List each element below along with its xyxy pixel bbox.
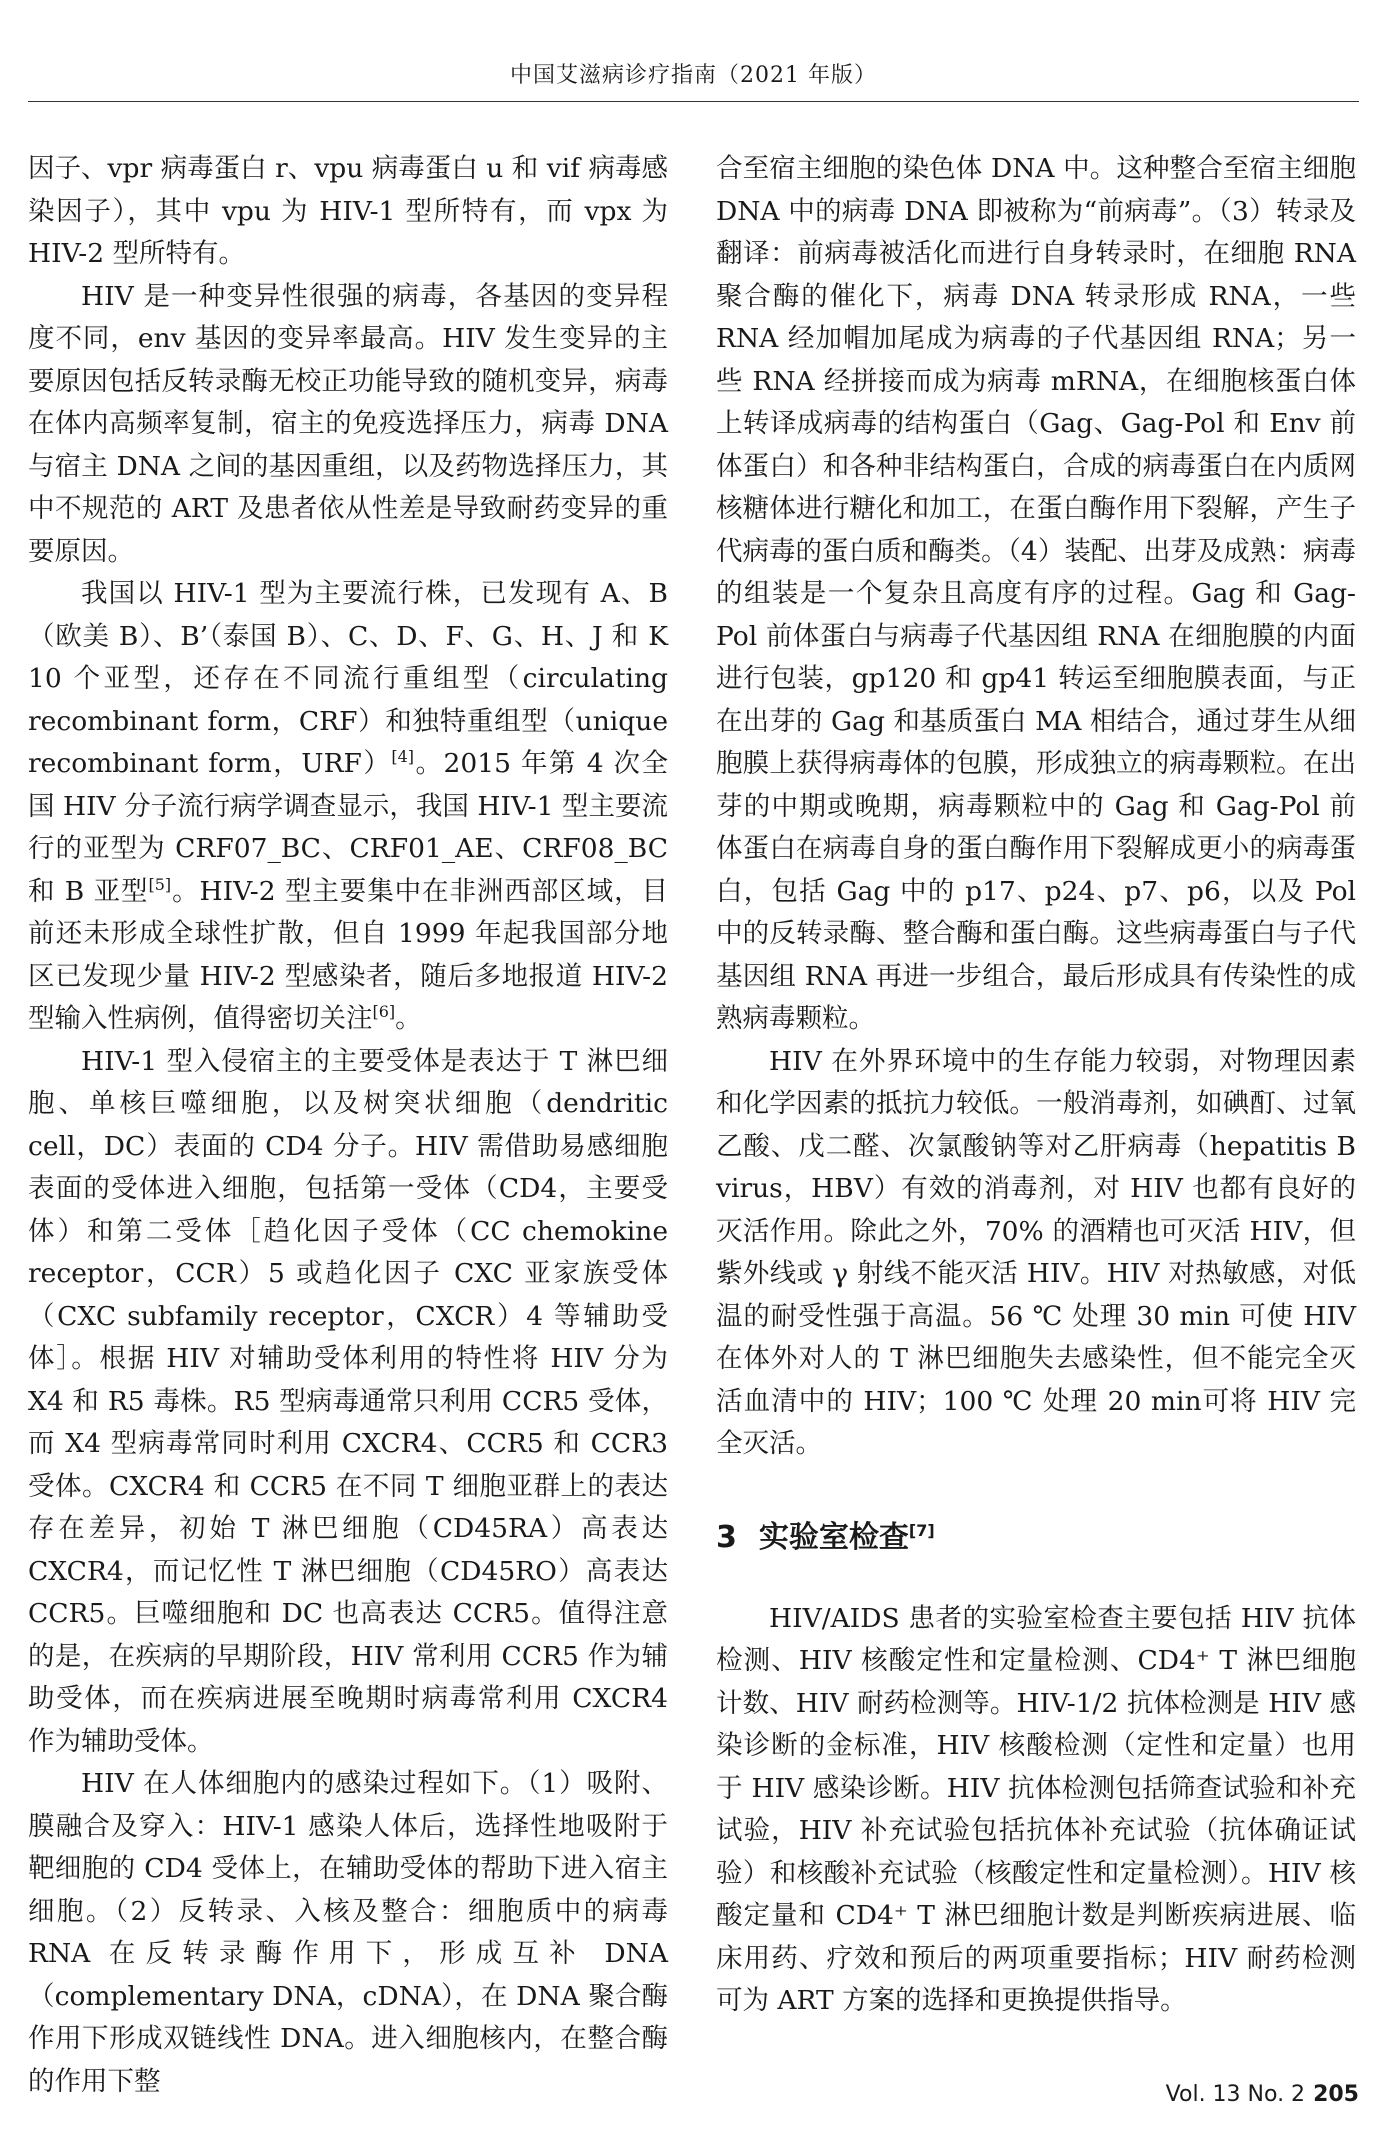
page-number: 205	[1313, 2082, 1359, 2107]
left-column	[28, 148, 668, 2103]
paragraph-accessory-genes: 因子、vpr 病毒蛋白 r、vpu 病毒蛋白 u 和 vif 病毒感染因子），其中 vpu 为 HIV-1 型所特有，而 vpx 为 HIV-2 型所特有。	[28, 153, 668, 269]
citation-7[interactable]: [7]	[908, 1520, 935, 1540]
header-divider	[28, 101, 1359, 102]
paragraph-environment-resistance: HIV 在外界环境中的生存能力较弱，对物理因素和化学因素的抵抗力较低。一般消毒剂，如碘酊、过氧乙酸、戊二醛、次氯酸钠等对乙肝病毒（hepatitis B virus，HBV）有效的消毒剂，对 HIV 也都有良好的灭活作用。除此之外，70% 的酒精也可灭活 HIV，但紫外线或 γ 射线不能灭活 HIV。HIV 对热敏感，对低温的耐受性强于高温。56 ℃ 处理 30 min 可使 HIV 在体外对人的 T 淋巴细胞失去感染性，但不能完全灭活血清中的 HIV；100 ℃ 处理 20 min可将 HIV 完全灭活。	[716, 1045, 1356, 1459]
subtypes-text-d: 。	[395, 1003, 422, 1034]
subtypes-text-a: 我国以 HIV-1 型为主要流行株，已发现有 A、B（欧美 B）、B’（泰国 B）、C、D、F、G、H、J 和 K 10 个亚型，还存在不同流行重组型（circulating recombinant form，CRF）和独特重组型（unique recombinant form，URF）	[28, 578, 668, 779]
paragraph-infection-process-cont: 合至宿主细胞的染色体 DNA 中。这种整合至宿主细胞 DNA 中的病毒 DNA 即被称为“前病毒”。（3）转录及翻译：前病毒被活化而进行自身转录时，在细胞 RNA 聚合酶的催化下，病毒 DNA 转录形成 RNA，一些 RNA 经加帽加尾成为病毒的子代基因组 RNA；另一些 RNA 经拼接而成为病毒 mRNA，在细胞核蛋白体上转译成病毒的结构蛋白（Gag、Gag-Pol 和 Env 前体蛋白）和各种非结构蛋白，合成的病毒蛋白在内质网核糖体进行糖化和加工，在蛋白酶作用下裂解，产生子代病毒的蛋白质和酶类。（4）装配、出芽及成熟：病毒的组装是一个复杂且高度有序的过程。Gag 和 Gag-Pol 前体蛋白与病毒子代基因组 RNA 在细胞膜的内面进行包装，gp120 和 gp41 转运至细胞膜表面，与正在出芽的 Gag 和基质蛋白 MA 相结合，通过芽生从细胞膜上获得病毒体的包膜，形成独立的病毒颗粒。在出芽的中期或晚期，病毒颗粒中的 Gag 和 Gag-Pol 前体蛋白在病毒自身的蛋白酶作用下裂解成更小的病毒蛋白，包括 Gag 中的 p17、p24、p7、p6，以及 Pol 中的反转录酶、整合酶和蛋白酶。这些病毒蛋白与子代基因组 RNA 再进一步组合，最后形成具有传染性的成熟病毒颗粒。	[716, 153, 1356, 1034]
paragraph-lab-tests: HIV/AIDS 患者的实验室检查主要包括 HIV 抗体检测、HIV 核酸定性和定量检测、CD4⁺ T 淋巴细胞计数、HIV 耐药检测等。HIV-1/2 抗体检测是 HIV 感染诊断的金标准，HIV 核酸检测（定性和定量）也用于 HIV 感染诊断。HIV 抗体检测包括筛查试验和补充试验，HIV 补充试验包括抗体补充试验（抗体确证试验）和核酸补充试验（核酸定性和定量检测）。HIV 核酸定量和 CD4⁺ T 淋巴细胞计数是判断疾病进展、临床用药、疗效和预后的两项重要指标；HIV 耐药检测可为 ART 方案的选择和更换提供指导。	[716, 1602, 1356, 2016]
right-column	[716, 148, 1356, 2023]
section-title: 实验室检查	[758, 1519, 909, 1555]
citation-6[interactable]: [6]	[372, 1002, 396, 1022]
paragraph-receptors: HIV-1 型入侵宿主的主要受体是表达于 T 淋巴细胞、单核巨噬细胞，以及树突状细胞（dendritic cell，DC）表面的 CD4 分子。HIV 需借助易感细胞表面的受体进入细胞，包括第一受体（CD4，主要受体）和第二受体［趋化因子受体（CC chemokine receptor，CCR）5 或趋化因子 CXC 亚家族受体（CXC subfamily receptor，CXCR）4 等辅助受体］。根据 HIV 对辅助受体利用的特性将 HIV 分为 X4 和 R5 毒株。R5 型病毒通常只利用 CCR5 受体，而 X4 型病毒常同时利用 CXCR4、CCR5 和 CCR3 受体。CXCR4 和 CCR5 在不同 T 细胞亚群上的表达存在差异，初始 T 淋巴细胞（CD45RA）高表达 CXCR4，而记忆性 T 淋巴细胞（CD45RO）高表达 CCR5。巨噬细胞和 DC 也高表达 CCR5。值得注意的是，在疾病的早期阶段，HIV 常利用 CCR5 作为辅助受体，而在疾病进展至晚期时病毒常利用 CXCR4 作为辅助受体。	[28, 1045, 668, 1757]
journal-volume: Vol. 13 No. 2	[1165, 2082, 1306, 2107]
paragraph-hiv-subtypes	[28, 573, 668, 1041]
section-heading-lab-tests	[716, 1518, 1356, 1558]
paragraph-infection-process: HIV 在人体细胞内的感染过程如下。（1）吸附、膜融合及穿入：HIV-1 感染人体后，选择性地吸附于靶细胞的 CD4 受体上，在辅助受体的帮助下进入宿主细胞。（2）反转录、入核及整合：细胞质中的病毒 RNA 在反转录酶作用下，形成互补 DNA（complementary DNA，cDNA），在 DNA 聚合酶作用下形成双链线性 DNA。进入细胞核内，在整合酶的作用下整	[28, 1768, 668, 2097]
paragraph-hiv-variation: HIV 是一种变异性很强的病毒，各基因的变异程度不同，env 基因的变异率最高。HIV 发生变异的主要原因包括反转录酶无校正功能导致的随机变异，病毒在体内高频率复制，宿主的免疫选择压力，病毒 DNA 与宿主 DNA 之间的基因重组，以及药物选择压力，其中不规范的 ART 及患者依从性差是导致耐药变异的重要原因。	[28, 280, 668, 567]
section-number: 3	[716, 1519, 737, 1555]
page-footer	[1166, 2082, 1359, 2107]
running-header: 中国艾滋病诊疗指南（2021 年版）	[510, 63, 877, 88]
citation-4[interactable]: [4]	[391, 747, 415, 767]
subtypes-text-b: 。2015 年第 4 次全国 HIV 分子流行病学调查显示，我国 HIV-1 型主要流行的亚型为 CRF07_BC、CRF01_AE、CRF08_BC 和 B 亚型	[28, 748, 668, 907]
citation-5[interactable]: [5]	[148, 874, 172, 894]
subtypes-text-c: 。HIV-2 型主要集中在非洲西部区域，目前还未形成全球性扩散，但自 1999 年起我国部分地区已发现少量 HIV-2 型感染者，随后多地报道 HIV-2 型输入性病例，值得密切关注	[28, 875, 668, 1034]
